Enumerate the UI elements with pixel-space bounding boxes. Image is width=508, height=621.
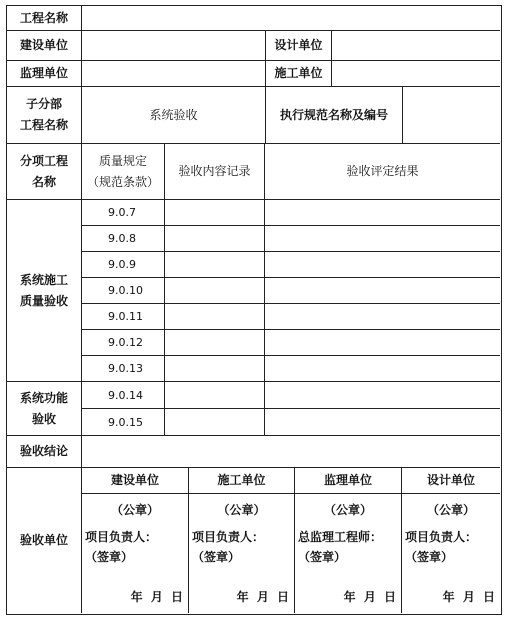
builder-unit-field[interactable] <box>332 61 500 87</box>
construction-unit-label: 建设单位 <box>7 31 82 61</box>
result-cell[interactable] <box>265 330 500 356</box>
date-text: 年 月 日 <box>442 590 497 604</box>
unit-name-builder: 施工单位 <box>189 468 295 494</box>
responsible-label: 项目负责人： <box>192 530 265 544</box>
clause-cell: 9.0.10 <box>82 278 165 304</box>
clause-cell: 9.0.9 <box>82 252 165 278</box>
signature-block[interactable] <box>82 494 189 613</box>
clause-cell: 9.0.12 <box>82 330 165 356</box>
construction-unit-field[interactable] <box>82 31 266 61</box>
design-unit-field[interactable] <box>332 31 500 61</box>
clause-cell: 9.0.7 <box>82 200 165 226</box>
design-unit-label: 设计单位 <box>266 31 332 61</box>
builder-unit-label: 施工单位 <box>266 61 332 87</box>
result-cell[interactable] <box>265 356 500 382</box>
signature-block[interactable] <box>402 494 500 613</box>
date-text: 年 月 日 <box>343 590 398 604</box>
result-cell[interactable] <box>265 409 500 436</box>
record-cell[interactable] <box>165 330 265 356</box>
sub-project-label: 子分部 工程名称 <box>7 87 82 144</box>
responsible-label: 总监理工程师： <box>298 530 383 544</box>
conclusion-field[interactable] <box>82 436 500 468</box>
project-name-field[interactable] <box>82 6 500 31</box>
result-cell[interactable] <box>265 304 500 330</box>
sign-text: （签章） <box>405 550 454 564</box>
sign-text: （签章） <box>192 550 241 564</box>
clause-cell: 9.0.13 <box>82 356 165 382</box>
item-name-header: 分项工程 名称 <box>7 144 82 200</box>
record-cell[interactable] <box>165 200 265 226</box>
record-header: 验收内容记录 <box>165 144 265 200</box>
standard-field[interactable] <box>403 87 500 144</box>
result-cell[interactable] <box>265 226 500 252</box>
signature-block[interactable] <box>189 494 295 613</box>
sign-text: （签章） <box>85 550 134 564</box>
seal-text: （公章） <box>426 503 475 517</box>
seal-text: （公章） <box>217 503 266 517</box>
result-header: 验收评定结果 <box>265 144 500 200</box>
record-cell[interactable] <box>165 278 265 304</box>
date-text: 年 月 日 <box>236 590 291 604</box>
seal-text: （公章） <box>110 503 159 517</box>
group-construction-quality: 系统施工 质量验收 <box>7 200 82 382</box>
unit-name-supervision: 监理单位 <box>295 468 402 494</box>
unit-name-design: 设计单位 <box>402 468 500 494</box>
sign-text: （签章） <box>298 550 347 564</box>
signature-block[interactable] <box>295 494 402 613</box>
unit-name-construction: 建设单位 <box>82 468 189 494</box>
record-cell[interactable] <box>165 356 265 382</box>
group-system-function: 系统功能 验收 <box>7 382 82 436</box>
sub-project-value: 系统验收 <box>82 87 266 144</box>
result-cell[interactable] <box>265 200 500 226</box>
record-cell[interactable] <box>165 382 265 409</box>
conclusion-label: 验收结论 <box>7 436 82 468</box>
responsible-label: 项目负责人： <box>85 530 158 544</box>
project-name-label: 工程名称 <box>7 6 82 31</box>
result-cell[interactable] <box>265 252 500 278</box>
standard-label: 执行规范名称及编号 <box>266 87 403 144</box>
record-cell[interactable] <box>165 252 265 278</box>
clause-cell: 9.0.15 <box>82 409 165 436</box>
record-cell[interactable] <box>165 226 265 252</box>
result-cell[interactable] <box>265 382 500 409</box>
clause-cell: 9.0.11 <box>82 304 165 330</box>
result-cell[interactable] <box>265 278 500 304</box>
responsible-label: 项目负责人： <box>405 530 478 544</box>
acceptance-form <box>6 5 502 615</box>
clause-cell: 9.0.14 <box>82 382 165 409</box>
clause-header: 质量规定 （规范条款） <box>82 144 165 200</box>
supervision-unit-field[interactable] <box>82 61 266 87</box>
supervision-unit-label: 监理单位 <box>7 61 82 87</box>
acceptance-label: 验收单位 <box>7 468 82 613</box>
record-cell[interactable] <box>165 409 265 436</box>
date-text: 年 月 日 <box>130 590 185 604</box>
seal-text: （公章） <box>323 503 372 517</box>
clause-cell: 9.0.8 <box>82 226 165 252</box>
record-cell[interactable] <box>165 304 265 330</box>
